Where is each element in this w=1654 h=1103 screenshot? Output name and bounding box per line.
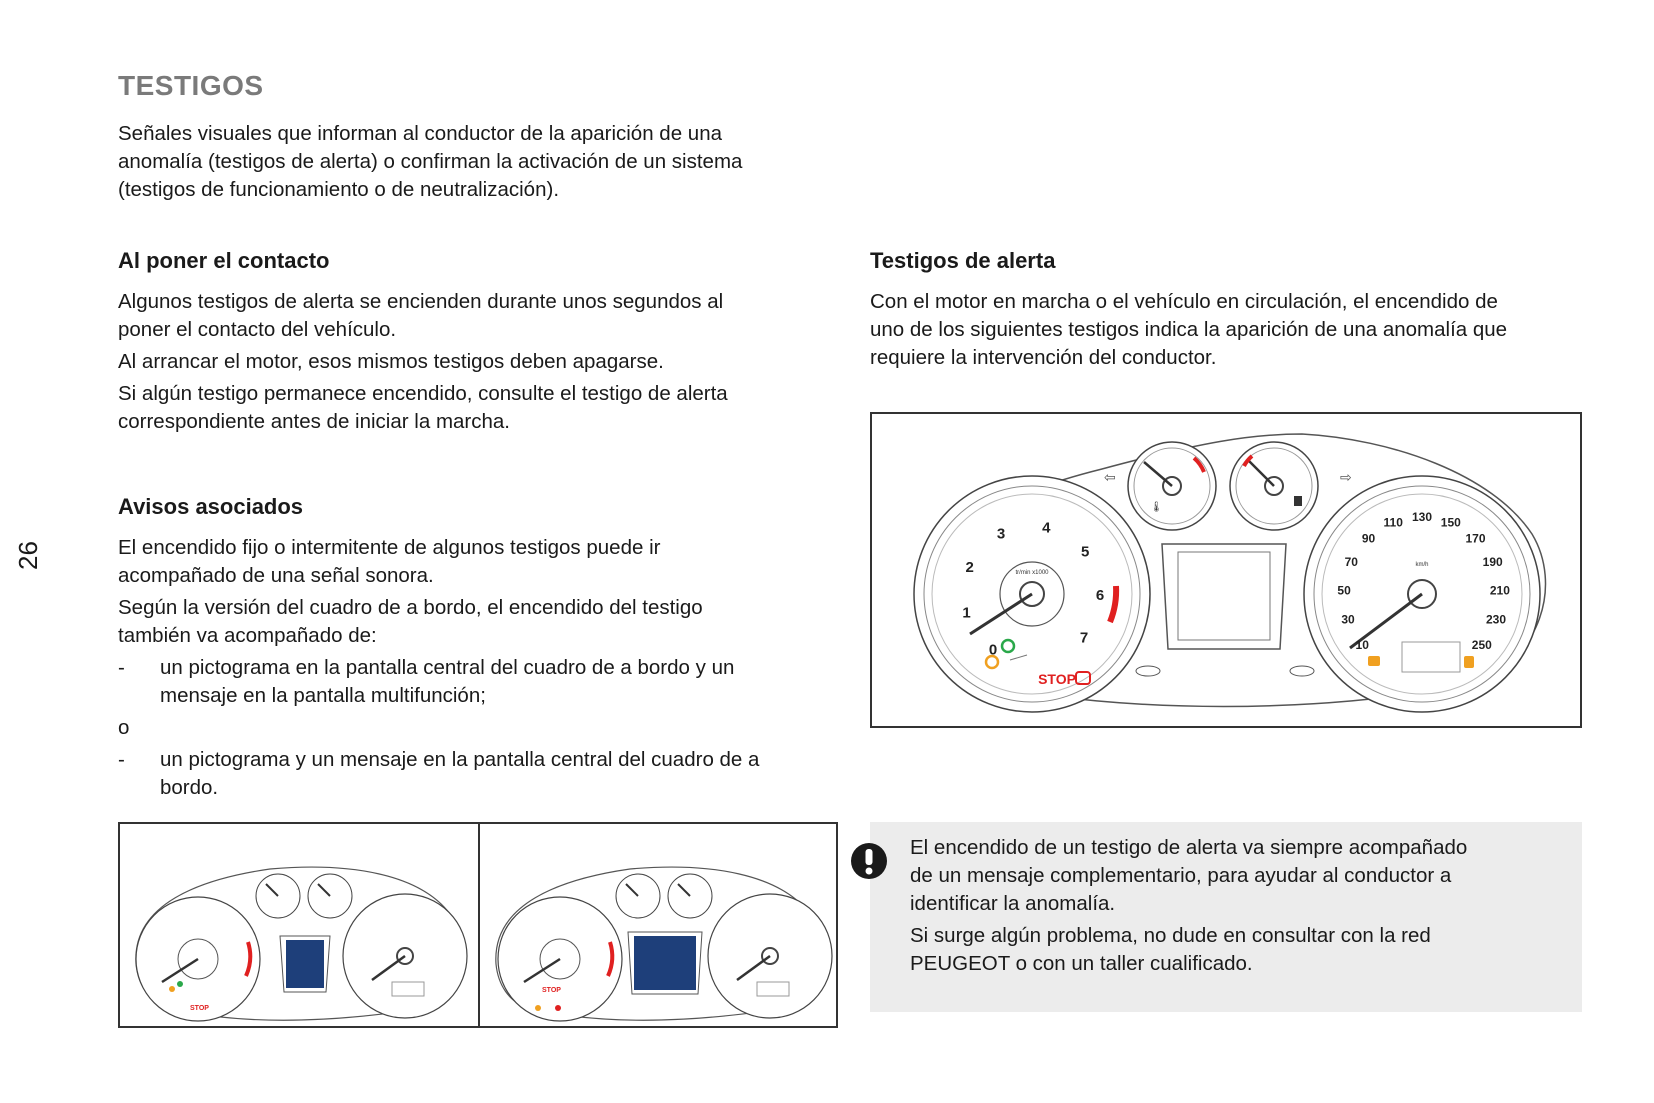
- tach-dial-label: 6: [1095, 586, 1105, 604]
- turn-left-icon: ⇦: [1104, 469, 1116, 485]
- temperature-icon: 🌡: [1150, 502, 1163, 513]
- speed-dial-label: 250: [1471, 638, 1492, 653]
- note-line: identificar la anomalía.: [910, 892, 1116, 915]
- text-line: correspondiente antes de iniciar la marcha.: [118, 410, 510, 433]
- tach-dial-label: 2: [965, 558, 974, 576]
- speed-dial-label: 130: [1411, 510, 1433, 524]
- text-line: mensaje en la pantalla multifunción;: [160, 684, 486, 707]
- tach-dial-label: 3: [996, 525, 1006, 543]
- text-line: poner el contacto del vehículo.: [118, 318, 397, 341]
- intro-line: Señales visuales que informan al conductor de la aparición de una: [118, 122, 722, 145]
- text-line: Según la versión del cuadro de a bordo, el encendido del testigo: [118, 596, 703, 619]
- stop-label-small: STOP: [190, 1005, 209, 1012]
- section-contact-heading: Al poner el contacto: [118, 248, 330, 273]
- intro-line: (testigos de funcionamiento o de neutralización).: [118, 178, 560, 201]
- text-line: Si algún testigo permanece encendido, consulte el testigo de alerta: [118, 382, 728, 405]
- bullet-item: [118, 746, 858, 802]
- speed-dial-label: 150: [1440, 515, 1461, 530]
- text-line: Algunos testigos de alerta se encienden durante unos segundos al: [118, 290, 724, 313]
- section-contact: [118, 248, 838, 436]
- bullet-dash: -: [118, 748, 125, 771]
- section-avisos: [118, 494, 858, 802]
- stop-label-small: STOP: [542, 987, 561, 994]
- stop-label: STOP: [1038, 671, 1076, 687]
- text-line: acompañado de una señal sonora.: [118, 564, 434, 587]
- speed-dial-label: 170: [1465, 531, 1486, 546]
- intro-line: anomalía (testigos de alerta) o confirman la activación de un sistema: [118, 150, 743, 173]
- note-line: de un mensaje complementario, para ayudar al conductor a: [910, 864, 1452, 887]
- note-line: PEUGEOT o con un taller cualificado.: [910, 952, 1253, 975]
- tach-dial-label: 5: [1081, 543, 1090, 561]
- odometer-display: [1402, 642, 1460, 672]
- speed-dial-label: 110: [1383, 515, 1403, 530]
- text-line: un pictograma y un mensaje en la pantalla central del cuadro de a: [160, 748, 760, 771]
- speed-dial-label: 10: [1355, 638, 1369, 653]
- tach-unit-label: tr/min x1000: [1015, 570, 1049, 576]
- tach-dial-label: 0: [988, 641, 998, 659]
- speed-dial-label: 190: [1482, 555, 1503, 569]
- note-line: Si surge algún problema, no dude en consultar con la red: [910, 924, 1431, 947]
- battery-warning-icon: [1368, 656, 1380, 666]
- speed-dial-label: 230: [1485, 612, 1507, 627]
- page-number: 26: [12, 541, 43, 570]
- speed-dial-label: 90: [1361, 531, 1376, 546]
- tach-dial-label: 4: [1042, 519, 1051, 537]
- cluster-illustration: [870, 412, 1582, 728]
- trip-reset-button: [1136, 666, 1160, 676]
- tach-dial-label: 1: [962, 604, 971, 622]
- cluster-drawing: [872, 414, 1579, 725]
- text-line: un pictograma en la pantalla central del cuadro de a bordo y un: [160, 656, 735, 679]
- turn-right-icon: ⇨: [1340, 469, 1352, 485]
- small-cluster-left: [120, 824, 477, 1025]
- exclamation-icon: [850, 842, 888, 880]
- text-line: uno de los siguientes testigos indica la aparición de una anomalía que: [870, 318, 1508, 341]
- note-box: [870, 822, 1582, 1012]
- tach-dial-label: 7: [1079, 629, 1089, 647]
- speed-dial-label: 210: [1489, 583, 1510, 598]
- speed-dial-label: 30: [1341, 612, 1355, 627]
- text-line: Con el motor en marcha o el vehículo en circulación, el encendido de: [870, 290, 1498, 313]
- section-avisos-heading: Avisos asociados: [118, 494, 304, 519]
- section-alert: [870, 248, 1590, 372]
- cluster-panel-left: [118, 822, 480, 1028]
- note-line: El encendido de un testigo de alerta va siempre acompañado: [910, 836, 1468, 859]
- check-button: [1290, 666, 1314, 676]
- speed-unit-label: km/h: [1415, 562, 1429, 568]
- speed-dial-label: 70: [1344, 555, 1358, 569]
- text-line: bordo.: [160, 776, 219, 799]
- seatbelt-warning-icon: [1464, 656, 1474, 668]
- text-line: también va acompañado de:: [118, 624, 377, 647]
- cluster-panel-right: [478, 822, 838, 1028]
- fuel-icon: [1294, 496, 1302, 506]
- small-cluster-right: [480, 824, 835, 1025]
- page-title: TESTIGOS: [118, 70, 264, 101]
- bullet-item: [118, 654, 858, 710]
- note-text: [910, 834, 1550, 978]
- text-line: Al arrancar el motor, esos mismos testigos deben apagarse.: [118, 350, 664, 373]
- section-alert-heading: Testigos de alerta: [870, 248, 1056, 273]
- bullet-dash: -: [118, 656, 125, 679]
- or-text: o: [118, 716, 130, 739]
- intro-paragraph: [118, 120, 838, 204]
- text-line: requiere la intervención del conductor.: [870, 346, 1217, 369]
- speed-dial-label: 50: [1337, 583, 1351, 598]
- text-line: El encendido fijo o intermitente de algunos testigos puede ir: [118, 536, 661, 559]
